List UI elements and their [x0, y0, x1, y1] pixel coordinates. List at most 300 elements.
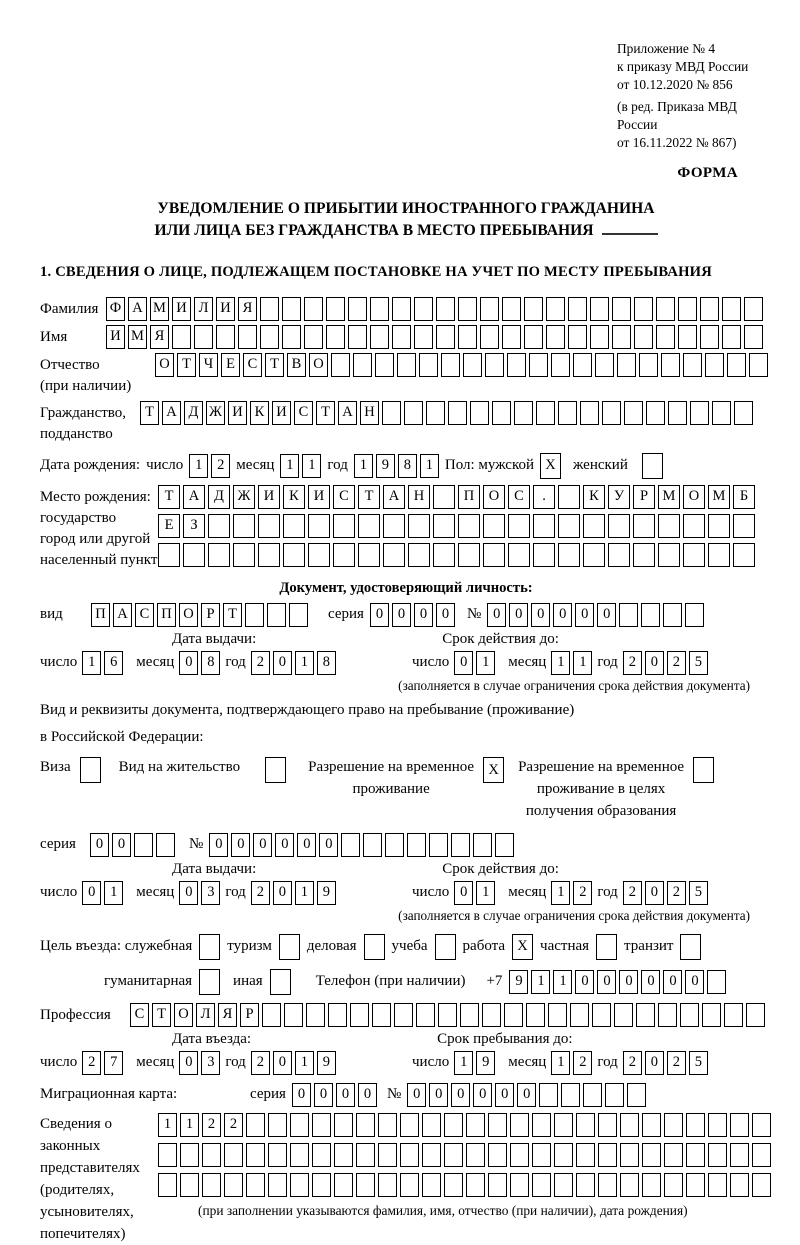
form-cell[interactable]: И: [308, 485, 330, 509]
form-cell[interactable]: 0: [292, 1083, 311, 1107]
form-cell[interactable]: Я: [218, 1003, 237, 1027]
form-cell[interactable]: [568, 325, 587, 349]
form-cell[interactable]: [510, 1173, 529, 1197]
form-cell[interactable]: [595, 353, 614, 377]
form-cell[interactable]: [646, 401, 665, 425]
form-cell[interactable]: [383, 514, 405, 538]
form-cell[interactable]: [364, 934, 385, 960]
form-cell[interactable]: 1: [295, 881, 314, 905]
form-cell[interactable]: [488, 1173, 507, 1197]
form-cell[interactable]: [620, 1173, 639, 1197]
form-cell[interactable]: О: [483, 485, 505, 509]
form-cell[interactable]: [573, 353, 592, 377]
form-cell[interactable]: 1: [354, 454, 373, 478]
form-cell[interactable]: [328, 1003, 347, 1027]
form-cell[interactable]: 0: [429, 1083, 448, 1107]
form-cell[interactable]: [304, 325, 323, 349]
form-cell[interactable]: [590, 297, 609, 321]
form-cell[interactable]: [194, 325, 213, 349]
form-cell[interactable]: 0: [436, 603, 455, 627]
form-cell[interactable]: [583, 1083, 602, 1107]
form-cell[interactable]: М: [658, 485, 680, 509]
form-cell[interactable]: [700, 297, 719, 321]
form-cell[interactable]: [158, 543, 180, 567]
form-cell[interactable]: Д: [184, 401, 203, 425]
form-cell[interactable]: [429, 833, 448, 857]
form-cell[interactable]: [383, 543, 405, 567]
form-cell[interactable]: [466, 1173, 485, 1197]
form-cell[interactable]: [558, 543, 580, 567]
form-cell[interactable]: К: [583, 485, 605, 509]
form-cell[interactable]: 3: [201, 1051, 220, 1075]
form-cell[interactable]: [708, 1113, 727, 1137]
form-cell[interactable]: 0: [392, 603, 411, 627]
form-cell[interactable]: 0: [314, 1083, 333, 1107]
form-cell[interactable]: 5: [689, 881, 708, 905]
form-cell[interactable]: [551, 353, 570, 377]
form-cell[interactable]: Л: [196, 1003, 215, 1027]
form-cell[interactable]: [514, 401, 533, 425]
form-cell[interactable]: К: [250, 401, 269, 425]
form-cell[interactable]: А: [383, 485, 405, 509]
form-cell[interactable]: [458, 514, 480, 538]
form-cell[interactable]: [526, 1003, 545, 1027]
form-cell[interactable]: 0: [509, 603, 528, 627]
form-cell[interactable]: [664, 1113, 683, 1137]
form-cell[interactable]: [480, 297, 499, 321]
form-cell[interactable]: [633, 543, 655, 567]
form-cell[interactable]: О: [683, 485, 705, 509]
form-cell[interactable]: [707, 970, 726, 994]
form-cell[interactable]: X: [512, 934, 533, 960]
form-cell[interactable]: [576, 1113, 595, 1137]
form-cell[interactable]: 1: [158, 1113, 177, 1137]
form-cell[interactable]: [686, 1113, 705, 1137]
form-cell[interactable]: [690, 401, 709, 425]
form-cell[interactable]: И: [106, 325, 125, 349]
form-cell[interactable]: [80, 757, 101, 783]
form-cell[interactable]: М: [150, 297, 169, 321]
form-cell[interactable]: [724, 1003, 743, 1027]
form-cell[interactable]: [382, 401, 401, 425]
form-cell[interactable]: [378, 1173, 397, 1197]
form-cell[interactable]: 9: [376, 454, 395, 478]
form-cell[interactable]: 1: [295, 1051, 314, 1075]
form-cell[interactable]: П: [157, 603, 176, 627]
form-cell[interactable]: [583, 543, 605, 567]
form-cell[interactable]: [680, 934, 701, 960]
form-cell[interactable]: 0: [685, 970, 704, 994]
form-cell[interactable]: [596, 934, 617, 960]
form-cell[interactable]: [435, 934, 456, 960]
form-cell[interactable]: [683, 543, 705, 567]
form-cell[interactable]: [504, 1003, 523, 1027]
form-cell[interactable]: 0: [82, 881, 101, 905]
form-cell[interactable]: [642, 453, 663, 479]
form-cell[interactable]: [312, 1113, 331, 1137]
form-cell[interactable]: [441, 353, 460, 377]
form-cell[interactable]: [592, 1003, 611, 1027]
form-cell[interactable]: 0: [663, 970, 682, 994]
form-cell[interactable]: [546, 325, 565, 349]
form-cell[interactable]: 8: [317, 651, 336, 675]
form-cell[interactable]: [744, 325, 763, 349]
form-cell[interactable]: 1: [553, 970, 572, 994]
form-cell[interactable]: М: [128, 325, 147, 349]
form-cell[interactable]: [172, 325, 191, 349]
form-cell[interactable]: [246, 1173, 265, 1197]
form-cell[interactable]: 0: [597, 603, 616, 627]
form-cell[interactable]: 2: [202, 1113, 221, 1137]
form-cell[interactable]: С: [130, 1003, 149, 1027]
form-cell[interactable]: X: [540, 453, 561, 479]
form-cell[interactable]: [289, 603, 308, 627]
form-cell[interactable]: Р: [633, 485, 655, 509]
form-cell[interactable]: 2: [623, 1051, 642, 1075]
form-cell[interactable]: Е: [221, 353, 240, 377]
form-cell[interactable]: [576, 1173, 595, 1197]
form-cell[interactable]: [722, 325, 741, 349]
form-cell[interactable]: Б: [733, 485, 755, 509]
form-cell[interactable]: [385, 833, 404, 857]
form-cell[interactable]: [708, 514, 730, 538]
form-cell[interactable]: [183, 543, 205, 567]
form-cell[interactable]: [558, 401, 577, 425]
form-cell[interactable]: [331, 353, 350, 377]
form-cell[interactable]: [397, 353, 416, 377]
form-cell[interactable]: [460, 1003, 479, 1027]
form-cell[interactable]: [304, 297, 323, 321]
form-cell[interactable]: [619, 603, 638, 627]
form-cell[interactable]: 1: [180, 1113, 199, 1137]
form-cell[interactable]: 1: [454, 1051, 473, 1075]
form-cell[interactable]: 1: [476, 881, 495, 905]
form-cell[interactable]: [656, 297, 675, 321]
form-cell[interactable]: [608, 514, 630, 538]
form-cell[interactable]: 1: [295, 651, 314, 675]
form-cell[interactable]: [548, 1003, 567, 1027]
form-cell[interactable]: [590, 325, 609, 349]
form-cell[interactable]: 0: [90, 833, 109, 857]
form-cell[interactable]: [416, 1003, 435, 1027]
form-cell[interactable]: [333, 514, 355, 538]
form-cell[interactable]: [199, 969, 220, 995]
form-cell[interactable]: [570, 1003, 589, 1027]
form-cell[interactable]: [532, 1173, 551, 1197]
form-cell[interactable]: 9: [317, 881, 336, 905]
form-cell[interactable]: [408, 514, 430, 538]
form-cell[interactable]: [308, 543, 330, 567]
form-cell[interactable]: А: [338, 401, 357, 425]
form-cell[interactable]: [636, 1003, 655, 1027]
form-cell[interactable]: [708, 543, 730, 567]
form-cell[interactable]: [353, 353, 372, 377]
form-cell[interactable]: 0: [273, 881, 292, 905]
form-cell[interactable]: 0: [473, 1083, 492, 1107]
form-cell[interactable]: 0: [575, 970, 594, 994]
form-cell[interactable]: [608, 543, 630, 567]
form-cell[interactable]: [533, 543, 555, 567]
form-cell[interactable]: [627, 1083, 646, 1107]
form-cell[interactable]: [686, 1173, 705, 1197]
form-cell[interactable]: 0: [209, 833, 228, 857]
form-cell[interactable]: [334, 1113, 353, 1137]
form-cell[interactable]: [208, 514, 230, 538]
form-cell[interactable]: [658, 1003, 677, 1027]
form-cell[interactable]: Ж: [206, 401, 225, 425]
form-cell[interactable]: [473, 833, 492, 857]
form-cell[interactable]: [693, 757, 714, 783]
form-cell[interactable]: 1: [476, 651, 495, 675]
form-cell[interactable]: 2: [82, 1051, 101, 1075]
form-cell[interactable]: О: [179, 603, 198, 627]
form-cell[interactable]: [524, 325, 543, 349]
form-cell[interactable]: [233, 514, 255, 538]
form-cell[interactable]: [483, 514, 505, 538]
form-cell[interactable]: З: [183, 514, 205, 538]
form-cell[interactable]: Т: [265, 353, 284, 377]
form-cell[interactable]: [733, 543, 755, 567]
form-cell[interactable]: [480, 325, 499, 349]
form-cell[interactable]: 2: [211, 454, 230, 478]
form-cell[interactable]: Т: [223, 603, 242, 627]
form-cell[interactable]: [407, 833, 426, 857]
form-cell[interactable]: 5: [689, 651, 708, 675]
form-cell[interactable]: [463, 353, 482, 377]
form-cell[interactable]: И: [216, 297, 235, 321]
form-cell[interactable]: [508, 514, 530, 538]
form-cell[interactable]: 0: [231, 833, 250, 857]
form-cell[interactable]: [702, 1003, 721, 1027]
form-cell[interactable]: Ч: [199, 353, 218, 377]
form-cell[interactable]: [752, 1113, 771, 1137]
form-cell[interactable]: [483, 543, 505, 567]
form-cell[interactable]: [238, 325, 257, 349]
form-cell[interactable]: 0: [495, 1083, 514, 1107]
form-cell[interactable]: [283, 514, 305, 538]
form-cell[interactable]: [561, 1083, 580, 1107]
form-cell[interactable]: [180, 1173, 199, 1197]
form-cell[interactable]: [685, 603, 704, 627]
form-cell[interactable]: [363, 833, 382, 857]
form-cell[interactable]: А: [162, 401, 181, 425]
form-cell[interactable]: [658, 543, 680, 567]
form-cell[interactable]: 0: [619, 970, 638, 994]
form-cell[interactable]: [752, 1173, 771, 1197]
form-cell[interactable]: 0: [487, 603, 506, 627]
form-cell[interactable]: 3: [201, 881, 220, 905]
form-cell[interactable]: 0: [645, 651, 664, 675]
form-cell[interactable]: [722, 297, 741, 321]
form-cell[interactable]: 1: [189, 454, 208, 478]
form-cell[interactable]: 0: [319, 833, 338, 857]
form-cell[interactable]: [492, 401, 511, 425]
form-cell[interactable]: [246, 1113, 265, 1137]
form-cell[interactable]: 0: [273, 651, 292, 675]
form-cell[interactable]: [284, 1003, 303, 1027]
form-cell[interactable]: 1: [280, 454, 299, 478]
form-cell[interactable]: [422, 1113, 441, 1137]
form-cell[interactable]: [624, 401, 643, 425]
form-cell[interactable]: 1: [573, 651, 592, 675]
form-cell[interactable]: [233, 543, 255, 567]
form-cell[interactable]: П: [91, 603, 110, 627]
form-cell[interactable]: [502, 297, 521, 321]
form-cell[interactable]: [705, 353, 724, 377]
form-cell[interactable]: [290, 1113, 309, 1137]
form-cell[interactable]: 9: [317, 1051, 336, 1075]
form-cell[interactable]: [282, 297, 301, 321]
form-cell[interactable]: [508, 543, 530, 567]
form-cell[interactable]: С: [333, 485, 355, 509]
form-cell[interactable]: 2: [667, 651, 686, 675]
form-cell[interactable]: [448, 401, 467, 425]
form-cell[interactable]: П: [458, 485, 480, 509]
form-cell[interactable]: 0: [179, 1051, 198, 1075]
form-cell[interactable]: [260, 297, 279, 321]
form-cell[interactable]: [426, 401, 445, 425]
form-cell[interactable]: [683, 353, 702, 377]
form-cell[interactable]: Е: [158, 514, 180, 538]
form-cell[interactable]: [612, 325, 631, 349]
form-cell[interactable]: 0: [531, 603, 550, 627]
form-cell[interactable]: И: [172, 297, 191, 321]
form-cell[interactable]: 2: [573, 1051, 592, 1075]
form-cell[interactable]: Я: [150, 325, 169, 349]
form-cell[interactable]: [529, 353, 548, 377]
form-cell[interactable]: [730, 1173, 749, 1197]
form-cell[interactable]: 5: [689, 1051, 708, 1075]
form-cell[interactable]: [341, 833, 360, 857]
form-cell[interactable]: [224, 1173, 243, 1197]
form-cell[interactable]: 1: [551, 1051, 570, 1075]
form-cell[interactable]: 0: [553, 603, 572, 627]
form-cell[interactable]: [268, 1173, 287, 1197]
form-cell[interactable]: 0: [179, 651, 198, 675]
form-cell[interactable]: [678, 325, 697, 349]
form-cell[interactable]: [634, 325, 653, 349]
form-cell[interactable]: 0: [575, 603, 594, 627]
form-cell[interactable]: 1: [531, 970, 550, 994]
form-cell[interactable]: [268, 1113, 287, 1137]
form-cell[interactable]: А: [128, 297, 147, 321]
form-cell[interactable]: Л: [194, 297, 213, 321]
form-cell[interactable]: [734, 401, 753, 425]
form-cell[interactable]: И: [258, 485, 280, 509]
form-cell[interactable]: Т: [358, 485, 380, 509]
form-cell[interactable]: 1: [302, 454, 321, 478]
form-cell[interactable]: [642, 1113, 661, 1137]
form-cell[interactable]: [641, 603, 660, 627]
form-cell[interactable]: Т: [316, 401, 335, 425]
form-cell[interactable]: [348, 297, 367, 321]
form-cell[interactable]: 2: [224, 1113, 243, 1137]
form-cell[interactable]: 0: [253, 833, 272, 857]
form-cell[interactable]: [470, 401, 489, 425]
form-cell[interactable]: И: [272, 401, 291, 425]
form-cell[interactable]: [208, 543, 230, 567]
form-cell[interactable]: [733, 514, 755, 538]
form-cell[interactable]: [617, 353, 636, 377]
form-cell[interactable]: [451, 833, 470, 857]
form-cell[interactable]: 0: [597, 970, 616, 994]
form-cell[interactable]: [356, 1173, 375, 1197]
form-cell[interactable]: 0: [179, 881, 198, 905]
form-cell[interactable]: [554, 1113, 573, 1137]
form-cell[interactable]: О: [309, 353, 328, 377]
form-cell[interactable]: .: [533, 485, 555, 509]
form-cell[interactable]: [433, 543, 455, 567]
form-cell[interactable]: [350, 1003, 369, 1027]
form-cell[interactable]: [436, 297, 455, 321]
form-cell[interactable]: Р: [240, 1003, 259, 1027]
form-cell[interactable]: 0: [358, 1083, 377, 1107]
form-cell[interactable]: [633, 514, 655, 538]
form-cell[interactable]: [392, 297, 411, 321]
form-cell[interactable]: [458, 325, 477, 349]
form-cell[interactable]: С: [508, 485, 530, 509]
form-cell[interactable]: [678, 297, 697, 321]
form-cell[interactable]: 0: [454, 651, 473, 675]
form-cell[interactable]: 0: [645, 1051, 664, 1075]
form-cell[interactable]: [283, 543, 305, 567]
form-cell[interactable]: 0: [336, 1083, 355, 1107]
form-cell[interactable]: [568, 297, 587, 321]
form-cell[interactable]: [358, 514, 380, 538]
form-cell[interactable]: [524, 297, 543, 321]
form-cell[interactable]: [370, 297, 389, 321]
form-cell[interactable]: [279, 934, 300, 960]
form-cell[interactable]: [730, 1113, 749, 1137]
form-cell[interactable]: [262, 1003, 281, 1027]
form-cell[interactable]: С: [135, 603, 154, 627]
form-cell[interactable]: [290, 1173, 309, 1197]
form-cell[interactable]: И: [228, 401, 247, 425]
form-cell[interactable]: 6: [104, 651, 123, 675]
form-cell[interactable]: [245, 603, 264, 627]
form-cell[interactable]: [658, 514, 680, 538]
form-cell[interactable]: 1: [420, 454, 439, 478]
form-cell[interactable]: [326, 297, 345, 321]
form-cell[interactable]: 2: [623, 881, 642, 905]
form-cell[interactable]: 1: [551, 881, 570, 905]
form-cell[interactable]: [414, 297, 433, 321]
form-cell[interactable]: [326, 325, 345, 349]
form-cell[interactable]: [444, 1113, 463, 1137]
form-cell[interactable]: [598, 1173, 617, 1197]
form-cell[interactable]: [727, 353, 746, 377]
form-cell[interactable]: [375, 353, 394, 377]
form-cell[interactable]: [602, 401, 621, 425]
form-cell[interactable]: 1: [104, 881, 123, 905]
form-cell[interactable]: [334, 1173, 353, 1197]
form-cell[interactable]: 0: [414, 603, 433, 627]
form-cell[interactable]: [356, 1113, 375, 1137]
form-cell[interactable]: [378, 1113, 397, 1137]
form-cell[interactable]: [546, 297, 565, 321]
form-cell[interactable]: 2: [667, 1051, 686, 1075]
form-cell[interactable]: [370, 325, 389, 349]
form-cell[interactable]: [661, 353, 680, 377]
form-cell[interactable]: [419, 353, 438, 377]
form-cell[interactable]: [539, 1083, 558, 1107]
form-cell[interactable]: [605, 1083, 624, 1107]
form-cell[interactable]: [394, 1003, 413, 1027]
form-cell[interactable]: [408, 543, 430, 567]
form-cell[interactable]: Т: [177, 353, 196, 377]
form-cell[interactable]: [642, 1173, 661, 1197]
form-cell[interactable]: Т: [140, 401, 159, 425]
